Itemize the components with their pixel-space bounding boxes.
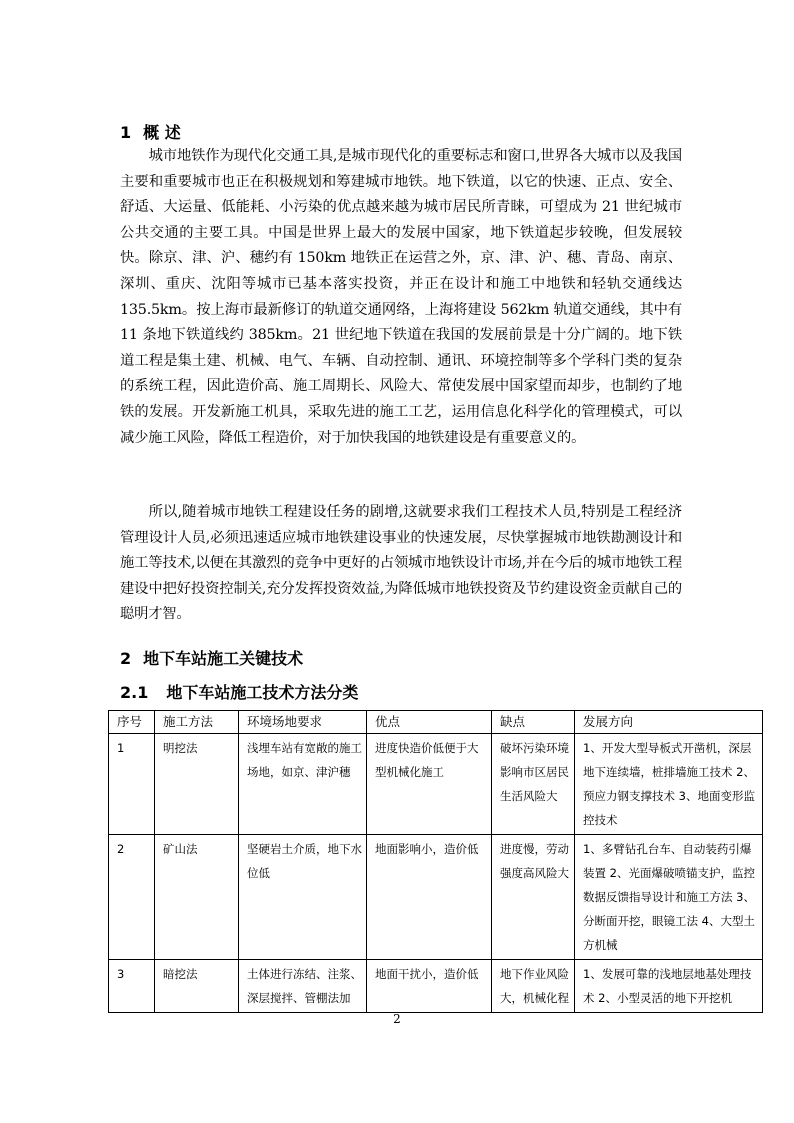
cell-index: 2	[109, 835, 155, 960]
cell-site-requirement: 土体进行冻结、注浆、深层搅拌、管棚法加	[239, 960, 367, 1013]
section-1-heading	[120, 120, 181, 143]
paragraph-1: 城市地铁作为现代化交通工具,是城市现代化的重要标志和窗口,世界各大城市以及我国主要和重要城市也正在积极规划和筹建城市地铁。地下铁道，以它的快速、正点、安全、舒适、大运量、低能耗、小污染的优点越来越为城市居民所青睐，可望成为 21 世纪城市公共交通的主要工具。中国是世界上最大的发展中国家，地下铁道起步较晚，但发展较快。除京、津、沪、穗约有 150km 地铁正在运营之外，京、津、沪、穗、青岛、南京、深圳、重庆、沈阳等城市已基本落实投资，并正在设计和施工中地铁和轻轨交通线达 135.5km。按上海市最新修订的轨道交通网络，上海将建设 562km 轨道交通线，其中有 11 条地下铁道线约 385km。21 世纪地下铁道在我国的发展前景是十分广阔的。地下铁道工程是集土建、机械、电气、车辆、自动控制、通讯、环境控制等多个学科门类的复杂的系统工程，因此造价高、施工周期长、风险大、常使发展中国家望而却步，也制约了地铁的发展。开发新施工机具，采取先进的施工工艺，运用信息化科学化的管理模式，可以减少施工风险，降低工程造价，对于加快我国的地铁建设是有重要意义的。	[120, 148, 682, 446]
construction-methods-table	[108, 710, 763, 1013]
cell-method: 暗挖法	[155, 960, 239, 1013]
section-title: 地下车站施工关键技术	[143, 649, 304, 668]
header-site-requirement: 环境场地要求	[239, 711, 367, 734]
section-number: 1	[120, 123, 132, 142]
table-row	[109, 835, 763, 960]
section-number: 2	[120, 649, 132, 668]
header-method: 施工方法	[155, 711, 239, 734]
table-header-row	[109, 711, 763, 734]
page-number: 2	[393, 1012, 401, 1026]
cell-disadvantages: 地下作业风险大，机械化程	[492, 960, 575, 1013]
cell-site-requirement: 浅埋车站有宽敞的施工场地，如京、津沪穗	[239, 734, 367, 835]
cell-development: 1、发展可靠的浅地层地基处理技术 2、小型灵活的地下开挖机	[575, 960, 763, 1013]
section-title: 地下车站施工技术方法分类	[166, 683, 359, 702]
section-number: 2.1	[120, 683, 149, 702]
section-2-heading	[120, 646, 303, 669]
cell-advantages: 进度快造价低便于大型机械化施工	[367, 734, 492, 835]
header-development: 发展方向	[575, 711, 763, 734]
table-row	[109, 960, 763, 1013]
cell-advantages: 地面干扰小，造价低	[367, 960, 492, 1013]
cell-method: 明挖法	[155, 734, 239, 835]
header-index: 序号	[109, 711, 155, 734]
header-advantages: 优点	[367, 711, 492, 734]
cell-disadvantages: 破坏污染环境影响市区居民生活风险大	[492, 734, 575, 835]
cell-method: 矿山法	[155, 835, 239, 960]
cell-index: 1	[109, 734, 155, 835]
cell-index: 3	[109, 960, 155, 1013]
header-disadvantages: 缺点	[492, 711, 575, 734]
cell-development: 1、多臂钻孔台车、自动装药引爆装置 2、光面爆破喷锚支护，监控数据反馈指导设计和施工方法 3、分断面开挖，眼镜工法 4、大型土方机械	[575, 835, 763, 960]
table-row	[109, 734, 763, 835]
cell-disadvantages: 进度慢，劳动强度高风险大	[492, 835, 575, 960]
cell-site-requirement: 坚硬岩土介质，地下水位低	[239, 835, 367, 960]
cell-development: 1、开发大型导板式开凿机，深层地下连续墙，桩排墙施工技术 2、预应力钢支撑技术 3、地面变形监控技术	[575, 734, 763, 835]
paragraph-2: 所以,随着城市地铁工程建设任务的剧增,这就要求我们工程技术人员,特别是工程经济管理设计人员,必须迅速适应城市地铁建设事业的快速发展，尽快掌握城市地铁勘测设计和施工等技术,以便在其激烈的竞争中更好的占领城市地铁设计市场,并在今后的城市地铁工程建设中把好投资控制关,充分发挥投资效益,为降低城市地铁投资及节约建设资金贡献自己的聪明才智。	[120, 504, 682, 623]
section-title: 概 述	[143, 123, 181, 142]
section-2-1-heading	[120, 680, 358, 703]
cell-advantages: 地面影响小，造价低	[367, 835, 492, 960]
